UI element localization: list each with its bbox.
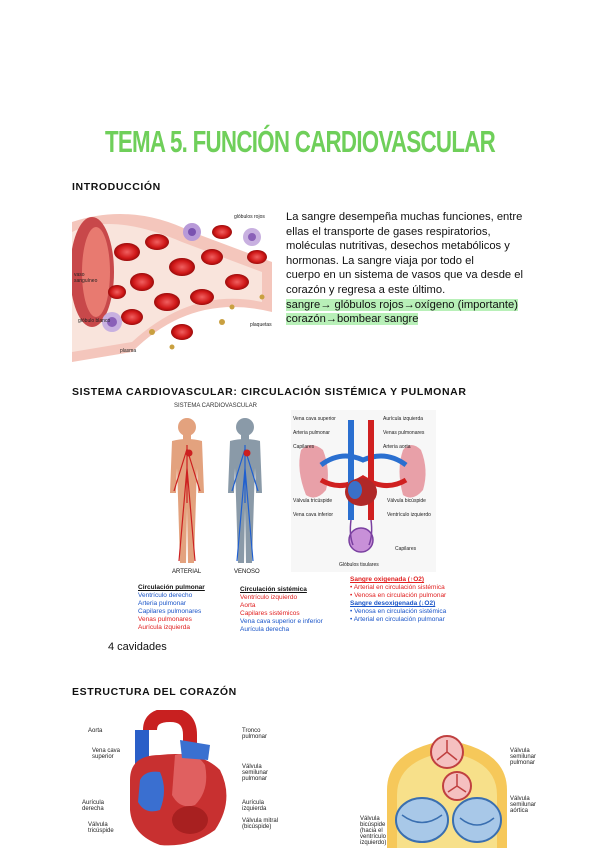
section-heading-intro: INTRODUCCIÓN	[72, 181, 161, 193]
list-item: • Venosa en circulación pulmonar	[350, 592, 447, 599]
diag-label: Arteria pulmonar	[293, 430, 330, 436]
heart-label: Válvula mitral (bicúspide)	[242, 818, 279, 830]
highlight-sangre: sangre→ glóbulos rojos→oxígeno (importante)	[286, 298, 518, 311]
label-arterial: ARTERIAL	[172, 569, 202, 575]
list-heading: Circulación sistémica	[240, 586, 307, 593]
list-item: • Arterial en circulación sistémica	[350, 584, 445, 591]
intro-line: hormonas. La sangre viaja por todo el	[286, 254, 474, 267]
list-item: • Venosa en circulación sistémica	[350, 608, 447, 615]
list-circulacion-sistemica	[240, 586, 323, 634]
diag-label: Arteria aorta	[383, 444, 411, 450]
list-item: Arteria pulmonar	[138, 600, 187, 607]
diag-label: Válvula tricúspide	[293, 498, 333, 504]
intro-line: corazón y regresa a este último.	[286, 283, 446, 296]
heart-anatomy-figure	[80, 710, 290, 848]
section-heading-system: SISTEMA CARDIOVASCULAR: CIRCULACIÓN SISTÉMICA Y PULMONAR	[72, 386, 467, 398]
cavidades-note: 4 cavidades	[108, 641, 167, 653]
intro-line: cuerpo en un sistema de vasos que va desde el	[286, 269, 523, 282]
list-heading: Sangre oxigenada (↑O2)	[350, 576, 425, 583]
intro-line: moléculas nutritivas, desechos metabólicos y	[286, 240, 510, 253]
diag-label: Capilares	[293, 444, 315, 450]
diag-label: Venas pulmonares	[383, 430, 425, 436]
list-item: Aurícula izquierda	[138, 624, 191, 631]
diag-label-globulos: Glóbulos tisulares	[339, 562, 379, 568]
list-item: Venas pulmonares	[138, 616, 192, 623]
heart-lungs-diagram	[291, 410, 436, 572]
diag-label: Vena cava superior	[293, 416, 336, 422]
label-plaquetas: plaquetas	[250, 322, 272, 328]
list-circulacion-pulmonar	[138, 584, 205, 632]
diag-label: Vena cava inferior	[293, 512, 334, 518]
valves-figure	[360, 730, 540, 848]
body-circulation-figure	[150, 403, 285, 578]
heart-label: Aurícula izquierda	[242, 800, 267, 812]
list-item: Capilares sistémicos	[240, 610, 300, 617]
valve-label: Válvula semilunar aórtica	[510, 796, 537, 814]
heart-label: Aorta	[88, 728, 103, 734]
intro-line: ellas el transporte de gases respiratorios,	[286, 225, 491, 238]
blood-vessel-illustration	[72, 202, 272, 362]
intro-line: La sangre desempeña muchas funciones, entre	[286, 211, 523, 223]
list-item: • Arterial en circulación pulmonar	[350, 616, 445, 623]
list-heading: Sangre desoxigenada (↓O2)	[350, 600, 436, 607]
diag-label: Ventrículo izquierdo	[387, 512, 431, 518]
heart-label: Válvula semilunar pulmonar	[242, 764, 269, 782]
diag-label-capilares: Capilares	[395, 546, 417, 552]
label-globulos-rojos: glóbulos rojos	[234, 214, 265, 220]
list-sangre	[350, 576, 446, 624]
page-title: TEMA 5. FUNCIÓN CARDIOVASCULAR	[104, 124, 496, 159]
valve-label: Válvula semilunar pulmonar	[510, 748, 537, 766]
label-vaso: vaso sanguíneo	[74, 272, 98, 284]
list-item: Aorta	[240, 602, 256, 609]
heart-label: Válvula tricúspide	[88, 822, 114, 834]
list-item: Vena cava superior e inferior	[240, 618, 323, 625]
list-heading: Circulación pulmonar	[138, 584, 205, 591]
list-item: Ventrículo izquierdo	[240, 594, 298, 601]
list-item: Ventrículo derecho	[138, 592, 193, 599]
figure-title: SISTEMA CARDIOVASCULAR	[174, 403, 257, 409]
heart-label: Vena cava superior	[92, 748, 121, 760]
heart-label: Tronco pulmonar	[242, 728, 268, 740]
section-heading-structure: ESTRUCTURA DEL CORAZÓN	[72, 686, 237, 698]
label-globulo-blanco: glóbulo blanco	[78, 318, 111, 324]
valve-label: Válvula bicúspide (hacia el ventrículo izquierdo)	[360, 816, 387, 846]
list-item: Capilares pulmonares	[138, 608, 202, 615]
label-venoso: VENOSO	[234, 569, 260, 575]
label-plasma: plasma	[120, 348, 137, 354]
diag-label: Válvula bicúspide	[387, 498, 426, 504]
diag-label: Aurícula izquierda	[383, 416, 424, 422]
highlight-corazon: corazón→bombear sangre	[286, 313, 419, 326]
heart-label: Aurícula derecha	[82, 800, 105, 812]
intro-paragraph	[286, 210, 536, 327]
list-item: Aurícula derecha	[240, 626, 290, 633]
